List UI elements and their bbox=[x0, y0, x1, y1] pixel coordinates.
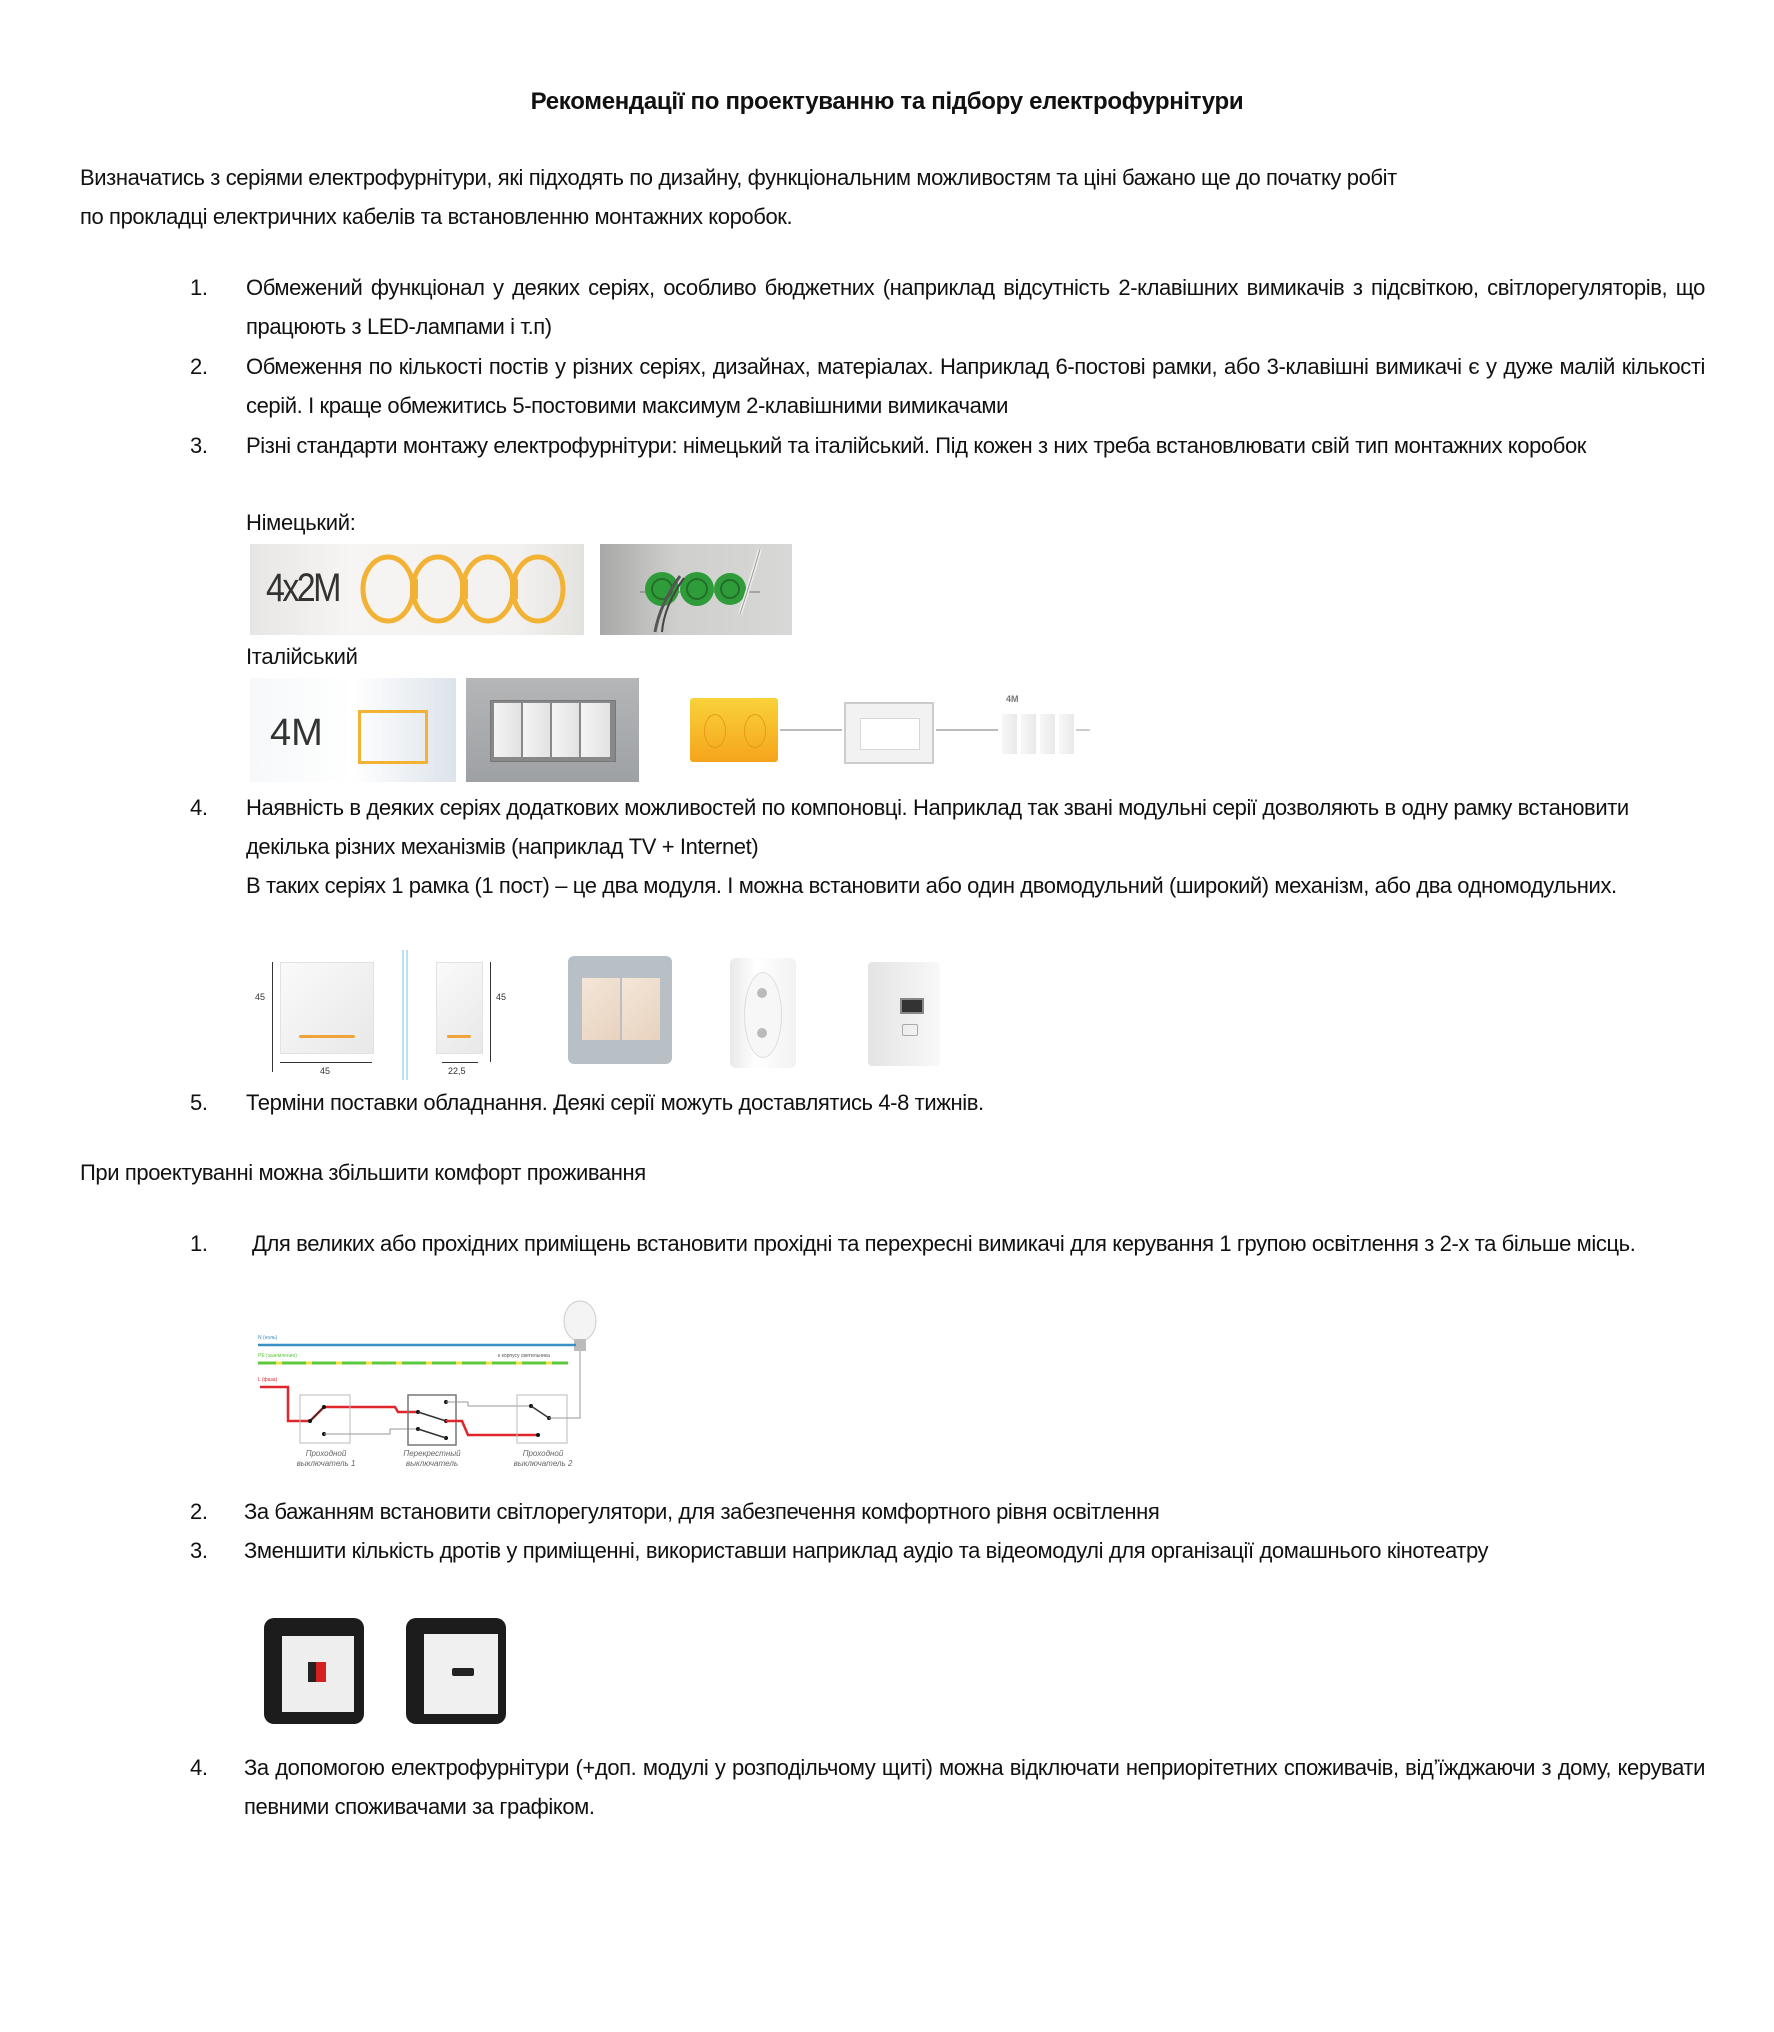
list-text: За бажанням встановити світлорегулятори, для забезпечення комфортного рівня освітлення bbox=[244, 1499, 1160, 1524]
list-number: 4. bbox=[190, 795, 208, 820]
yellow-box-icon bbox=[690, 698, 778, 762]
n-label: N (ноль) bbox=[258, 1335, 278, 1341]
italian-mounting-chain bbox=[680, 690, 1100, 770]
german-boxes-photo bbox=[600, 544, 792, 635]
pe-label: PE (заземление) bbox=[258, 1353, 297, 1359]
list-text: Зменшити кількість дротів у приміщенні, використавши наприклад аудіо та відеомодулі для організації домашнього кінотеатру bbox=[244, 1538, 1489, 1563]
module-key bbox=[552, 703, 579, 757]
switch-2-caption: Проходной выключатель 2 bbox=[513, 1449, 573, 1468]
hdmi-module-icon bbox=[406, 1618, 506, 1724]
wide-width-dim: 45 bbox=[320, 1066, 331, 1076]
intro-line-2: по прокладці електричних кабелів та встановленню монтажних коробок. bbox=[80, 204, 793, 229]
list-number: 5. bbox=[190, 1090, 208, 1115]
list-number: 4. bbox=[190, 1755, 208, 1780]
light-bulb-icon bbox=[564, 1301, 596, 1341]
list-text: Для великих або прохідних приміщень встановити прохідні та перехресні вимикачі для керування 1 групою освітлення з 2-х та більше місць. bbox=[252, 1231, 1636, 1256]
italian-frame-photo bbox=[466, 678, 639, 782]
list-text: Наявність в деяких серіях додаткових можливостей по компоновці. Наприклад так звані модульні серії дозволяють в одну рамку встановити декілька різних механізмів (наприклад TV + Internet) bbox=[246, 795, 1629, 859]
module-key bbox=[523, 703, 550, 757]
italian-image-label: 4M bbox=[270, 712, 323, 754]
list-number: 1. bbox=[190, 275, 208, 300]
list-number: 2. bbox=[190, 1499, 208, 1524]
list-text: Різні стандарти монтажу електрофурнітури: німецький та італійський. Під кожен з них треба встановлювати свій тип монтажних коробок bbox=[246, 433, 1587, 458]
german-4x2m-image bbox=[250, 544, 584, 635]
narrow-module-icon bbox=[436, 962, 483, 1054]
list-text: Обмеження по кількості постів у різних серіях, дизайнах, матеріалах. Наприклад 6-постові рамки, або 3-клавішні вимикачі є у дуже малій кількості серій. І краще обмежитись 5-постовими максимум 2-клавішними вимикачами bbox=[246, 354, 1705, 418]
italian-4m-image bbox=[250, 678, 456, 782]
german-image-label: 4x2M bbox=[266, 566, 339, 610]
module-images-row bbox=[250, 950, 950, 1080]
wiring-diagram bbox=[240, 1295, 610, 1485]
narrow-height-dim: 45 bbox=[496, 992, 507, 1002]
module-key bbox=[581, 703, 610, 757]
rectangular-box-icon bbox=[358, 710, 428, 764]
list-number: 3. bbox=[190, 1538, 208, 1563]
list-number: 3. bbox=[190, 433, 208, 458]
wide-module-icon bbox=[280, 962, 374, 1054]
intro-line-1: Визначатись з серіями електрофурнітури, які підходять по дизайну, функціональним можливостям та ціні бажано ще до початку робіт bbox=[80, 165, 1397, 190]
list-text: Терміни поставки обладнання. Деякі серії можуть доставлятись 4-8 тижнів. bbox=[246, 1090, 984, 1115]
l-label: L (фаза) bbox=[258, 1377, 278, 1383]
cross-switch-caption: Перекрестный выключатель bbox=[403, 1449, 461, 1468]
support-frame-icon bbox=[844, 702, 934, 764]
switch-1-caption: Проходной выключатель 1 bbox=[296, 1449, 356, 1468]
l-wire bbox=[260, 1387, 418, 1421]
comfort-heading: При проектуванні можна збільшити комфорт проживання bbox=[80, 1160, 646, 1185]
list-number: 1. bbox=[190, 1231, 208, 1256]
module-icon bbox=[1040, 714, 1055, 754]
list-text: Обмежений функціонал у деяких серіях, особливо бюджетних (наприклад відсутність 2-клавішних вимикачів з підсвіткою, світлорегуляторів, що працюють з LED-лампами і т.п) bbox=[246, 275, 1705, 339]
lamp-note: к корпусу светильника bbox=[498, 1353, 550, 1359]
double-switch-icon bbox=[568, 956, 672, 1064]
module-icon bbox=[1021, 714, 1036, 754]
module-icon bbox=[1002, 714, 1017, 754]
wide-height-dim: 45 bbox=[255, 992, 266, 1002]
four-round-boxes-icon bbox=[250, 544, 584, 635]
page-title: Рекомендації по проектуванню та підбору електрофурнітури bbox=[530, 88, 1244, 115]
usb-module-icon bbox=[868, 962, 940, 1066]
list-text: За допомогою електрофурнітури (+доп. модулі у розподільчому щиті) можна відключати неприорітетних споживачів, від’їжджаючи з дому, керувати певними споживачами за графіком. bbox=[244, 1755, 1705, 1819]
narrow-width-dim: 22,5 bbox=[448, 1066, 466, 1076]
german-standard-label: Німецький: bbox=[246, 510, 356, 535]
divider bbox=[402, 950, 404, 1080]
modules-label: 4M bbox=[1006, 694, 1019, 704]
socket-module-icon bbox=[730, 958, 796, 1068]
av-modules-image bbox=[262, 1612, 512, 1732]
audio-module-icon bbox=[264, 1618, 364, 1724]
list-number: 2. bbox=[190, 354, 208, 379]
italian-standard-label: Італійський bbox=[246, 644, 358, 669]
module-key bbox=[494, 703, 521, 757]
list-text: В таких серіях 1 рамка (1 пост) – це два модуля. І можна встановити або один двомодульний (широкий) механізм, або два одномодульних. bbox=[246, 873, 1617, 898]
module-icon bbox=[1059, 714, 1074, 754]
green-mounting-boxes-icon bbox=[600, 544, 792, 635]
